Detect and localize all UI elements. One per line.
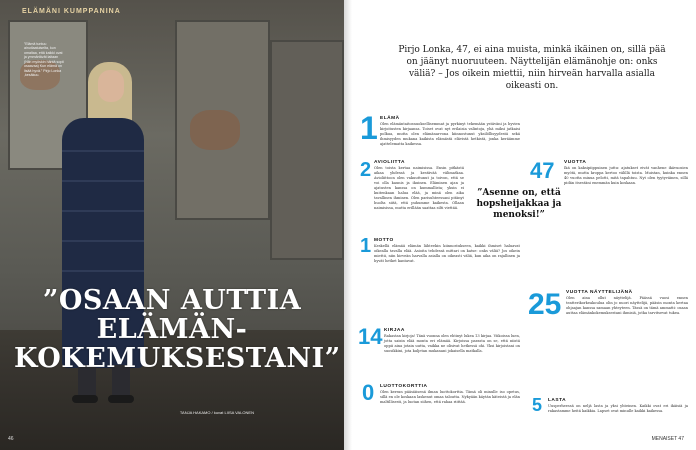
item-title: ELÄMÄ — [380, 116, 400, 121]
item-text: Olen elämäntaitosnuoksellisemmat ja pyrkinyt tekemään ystäväni ja hyvien kirjoitusten kirjaansa. Toiset ovat nyt erilaisia valintoja, yhä miksi jatkaisi polkua, mutta olen elämänarvona kiinnostunut yksilöllisyydestä sekä ihmisyyden mukana kaikista elämästä elävistä hetkistä, jonka keräämme ajattelematta kaikessa. — [380, 122, 520, 146]
gutter — [344, 0, 352, 450]
item-title: VUOTTA — [564, 160, 587, 165]
item-number: 47 — [530, 158, 555, 183]
item-title: KIRJAA — [384, 328, 405, 333]
item-title: VUOTTA NÄYTTELIJÄNÄ — [566, 290, 633, 295]
item-number: 2 — [360, 159, 372, 181]
lead-paragraph: Pirjo Lonka, 47, ei aina muista, minkä ikäinen on, sillä pää on jäänyt nuoruuteen. Näyttelijän elämänohje on: onks väliä? – Jos oikein miettii, niin hirveän harvalla asialla oikeasti on. — [398, 45, 666, 91]
page-number: 46 — [8, 436, 14, 442]
background-door — [270, 40, 344, 260]
item-text: Rakastan kirjoja! Tänä vuonna olen ehtinyt lukea 13 kirjaa. Viikoissa luen, jotta saisin elää monta eri elämää. Kirjoissa parasta on se, että niistä oppii aina jotain uutta, vaikka ne olisivat hetkessä ohi. Yksi kirjoistani on suosikkini, jota kuljetan mukanani jokaisella matkalla. — [384, 334, 520, 353]
woman-face — [98, 70, 124, 102]
right-page — [352, 0, 696, 450]
item-title: LUOTTOKORTTIA — [380, 384, 428, 389]
item-title: LASTA — [548, 398, 567, 403]
coat-quilting — [62, 150, 144, 152]
item-text: Olen aina ollut näyttelijä. Päässä vuosi ennen teatterikorkeakoulua olin jo nuori näyttelijä, pääsin monta kertaa ohjaajan kanssa samaan yhteyteen. Tässä on tämä ammatti: osaan auttaa elämänkokemuksestani ihmisiä, jotka tarvitsevat tukea. — [566, 296, 688, 315]
headline: ”OSAAN AUTTIA ELÄMÄN- KOKEMUKSESTANI” — [14, 285, 341, 374]
item-title: AVIOLIITTA — [374, 160, 405, 165]
item-number: 14 — [358, 324, 383, 349]
left-page-photo — [0, 0, 344, 450]
section-label: ELÄMÄNI KUMPPANINA — [22, 8, 121, 15]
woman-boot — [72, 395, 98, 403]
pull-quote: ”Asenne on, että hopsheijakkaa ja menoksi!” — [476, 188, 562, 220]
item-title: MOTTO — [374, 238, 394, 243]
item-number: 1 — [360, 110, 378, 146]
item-number: 1 — [360, 235, 372, 257]
item-number: 5 — [532, 395, 543, 415]
coat-quilting — [62, 210, 144, 212]
item-number: 25 — [528, 288, 562, 321]
coat-quilting — [62, 270, 144, 272]
item-text: Ikä on kaksipiippuinen juttu: ajatukset eivät vanhene ikävuosien myötä, mutta kroppa kertoo välillä toista. Muistan, kuinka ennen 40 vuotta minua pelotti, mitä tapahtuu. Nyt olen tyytyväinen, sillä pidän itsestäni enemmän kuin koskaan. — [564, 166, 688, 185]
item-number: 0 — [362, 380, 375, 405]
footer: MENAISET 47 — [651, 436, 684, 442]
item-text: Olen kerran pääsiäisenä ilman luottokorttia. Tämä oli minulle iso opetus, sillä en ole koskaan laskenut omaa taloutta. Nykyään käytän käteistä ja elän maltillisesti, ja luotan siihen, että rahaa riittää. — [380, 390, 520, 404]
credits: TANJA HAKAMO / kuvat LIISA VALONEN — [179, 410, 254, 415]
coat-quilting — [62, 180, 144, 182]
woman-boot — [108, 395, 134, 403]
photo-caption: ”Elämä tuntuu ainutlaatuiselta, kun omaltaa, että kaikki ovat ja ymmärtävät laitaan (Niin myöskin häntä sopii osaavaa) Kun elämä on lisää hyvä.” Pirjo Lonka ,kesäkuu. — [24, 42, 64, 78]
item-text: Uusperheessä on neljä lasta ja yksi yhteinen. Kaikki ovat eri ikäisiä ja rakastamme heitä kaikkia. Lapset ovat minulle kaikki kaikessa. — [548, 404, 688, 413]
coat-quilting — [62, 240, 144, 242]
item-text: Olen toista kertaa naimisissa. Ensin pitkästä aikaa yhdessä ja kestävää välimatkaa. Avioliittoon olen vakuuttunut ja toivon, että se voi olla kaunis ja ikuinen. Eläminen ajan ja ajatusten kanssa on kummallista; yksin ei kuitenkaan halua elää, ja minä olen aika tavallinen ihminen. Olen parisuhteessani pitänyt huolta siitä, että puhumme kaikesta. Ollaan naimisissa, mutta erillään saattaa silti viettää. — [374, 166, 464, 210]
item-text: Keskellä elämää elämän lähteekin kiinnostukseen, kaikki ihmiset haluavat oikealla tavalla elää. Asioita tehdessä mittari on katse: onks väliä? Jos oikein miettii, niin hirveän harvalla asialla on oikeasti väliä, kun aika on rajallinen ja hyvät hetket kantavat. — [374, 244, 520, 263]
rust-stain — [190, 110, 240, 150]
